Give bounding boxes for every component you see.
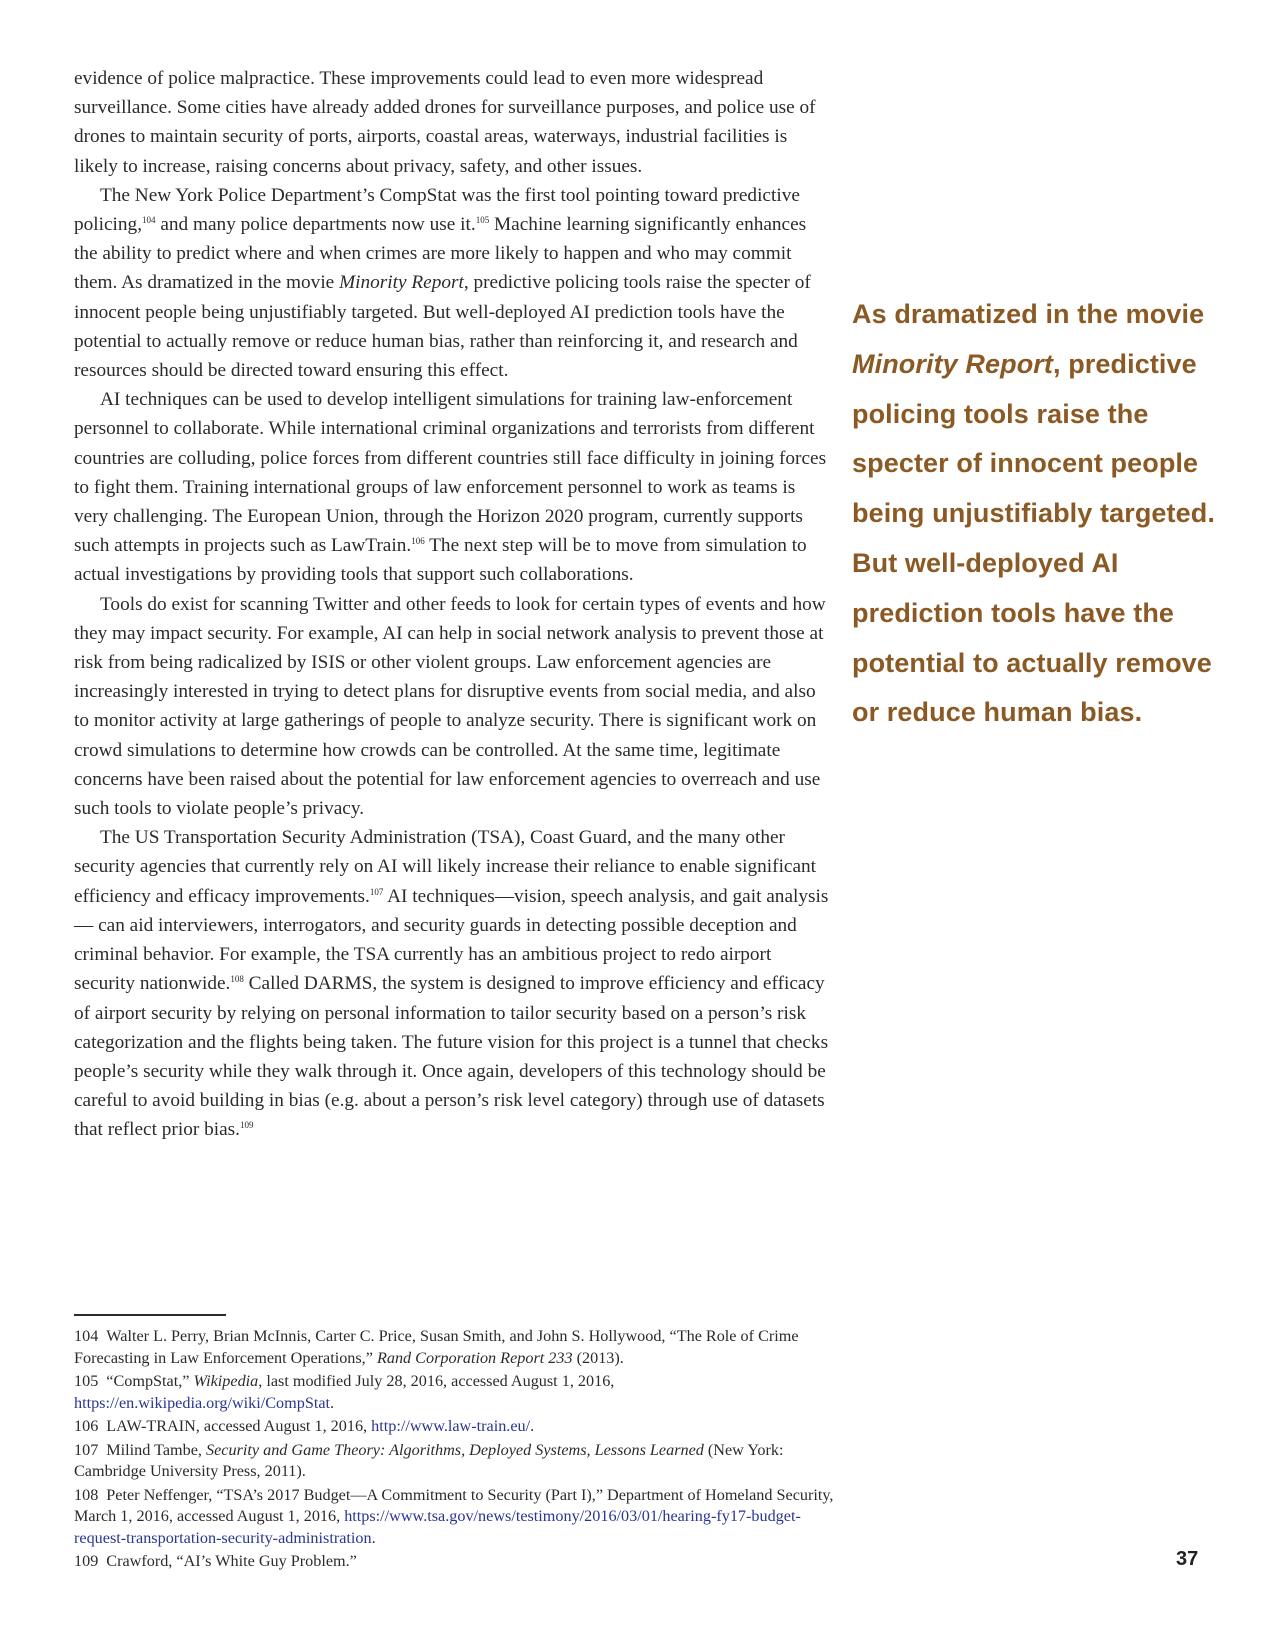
paragraph-2-text-c: Machine learning significantly enhances the ability to predict where and when crimes are more likely to happen and who may commit them. As dramatized in the movie: [74, 214, 807, 294]
paragraph-5-text-c: Called DARMS, the system is designed to improve efficiency and efficacy of airport security by relying on personal information to tailor security based on a person’s risk categorization and the flights being taken. The future vision for this project is a tunnel that checks people’s security while they walk through it. Once again, developers of this technology should be careful to avoid building in bias (e.g. about a person’s risk level category) through use of datasets that reflect prior bias.: [74, 973, 829, 1141]
pull-quote-movie-title: Minority Report: [852, 348, 1053, 379]
paragraph-5-text-b: AI techniques—vision, speech analysis, and gait analysis— can aid interviewers, interrogators, and security guards in detecting possible deception and criminal behavior. For example, the TSA currently has an ambitious project to redo airport security nationwide.: [74, 885, 829, 995]
pull-quote-text-b: , predictive policing tools raise the specter of innocent people being unjustifiably targeted. But well-deployed AI prediction tools have the potential to actually remove or reduce human bias.: [852, 348, 1215, 728]
footnote-ref-107[interactable]: 107: [369, 886, 384, 897]
footnote-ref-105[interactable]: 105: [475, 215, 490, 226]
footnote-104: [74, 1326, 834, 1369]
main-body-text: [74, 64, 829, 1145]
footnote-text: Crawford, “AI’s White Guy Problem.”: [106, 1552, 357, 1570]
footnote-text: Peter Neffenger, “TSA’s 2017 Budget—A Commitment to Security (Part I),” Department of Homeland Security, March 1, 2016, accessed August 1, 2016,: [74, 1485, 834, 1525]
paragraph-5: [74, 823, 829, 1144]
footnote-text: .: [371, 1528, 376, 1547]
paragraph-3-text-a: AI techniques can be used to develop intelligent simulations for training law-enforcement personnel to collaborate. While international criminal organizations and terrorists from different countries are colluding, police forces from different countries still face difficulty in joining forces to fight them. Training international groups of law enforcement personnel to work as teams is very challenging. The European Union, through the Horizon 2020 program, currently supports such attempts in projects such as LawTrain.: [74, 389, 827, 557]
footnote-105: [74, 1371, 834, 1414]
footnote-divider: [74, 1314, 226, 1316]
footnote-number: 108: [74, 1485, 99, 1504]
page-number: 37: [1176, 1548, 1199, 1570]
footnote-ref-109[interactable]: 109: [239, 1120, 254, 1131]
footnote-title: Rand Corporation Report 233: [376, 1348, 573, 1367]
footnote-ref-108[interactable]: 108: [230, 974, 244, 985]
paragraph-2-text-b: and many police departments now use it.: [155, 214, 476, 236]
footnote-number: 109: [74, 1552, 99, 1570]
footnote-108: [74, 1485, 834, 1550]
footnote-text: (New York: Cambridge University Press, 2011).: [74, 1440, 784, 1480]
paragraph-3: [74, 385, 829, 589]
footnote-text: Milind Tambe,: [106, 1440, 207, 1459]
footnote-title: Wikipedia: [193, 1372, 259, 1390]
compstat-link[interactable]: https://en.wikipedia.org/wiki/CompStat: [74, 1393, 330, 1412]
footnote-107: [74, 1440, 834, 1483]
footnote-text: .: [330, 1393, 335, 1412]
pull-quote: [852, 290, 1222, 738]
footnote-number: 106: [74, 1417, 99, 1435]
footnote-title: Security and Game Theory: Algorithms, Deployed Systems, Lessons Learned: [206, 1440, 704, 1459]
footnote-ref-104[interactable]: 104: [142, 215, 156, 226]
paragraph-1: evidence of police malpractice. These improvements could lead to even more widespread surveillance. Some cities have already added drones for surveillance purposes, and police use of drones to maintain security of ports, airports, coastal areas, waterways, industrial facilities is likely to increase, raising concerns about privacy, safety, and other issues.: [74, 68, 816, 177]
footnote-text: Walter L. Perry, Brian McInnis, Carter C. Price, Susan Smith, and John S. Hollywood, “The Role of Crime Forecasting in Law Enforcement Operations,”: [74, 1327, 799, 1367]
paragraph-2: [74, 181, 829, 385]
tsa-testimony-link[interactable]: https://www.tsa.gov/news/testimony/2016/03/01/hearing-fy17-budget-request-transportation-security-administration: [74, 1507, 801, 1547]
paragraph-4: Tools do exist for scanning Twitter and other feeds to look for certain types of events and how they may impact security. For example, AI can help in social network analysis to prevent those at risk from being radicalized by ISIS or other violent groups. Law enforcement agencies are increasingly interested in trying to detect plans for disruptive events from social media, and also to monitor activity at large gatherings of people to analyze security. There is significant work on crowd simulations to determine how crowds can be controlled. At the same time, legitimate concerns have been raised about the potential for law enforcement agencies to overreach and use such tools to violate people’s privacy.: [74, 593, 826, 820]
movie-title: Minority Report: [339, 272, 464, 294]
paragraph-2-text-a: The New York Police Department’s CompStat was the first tool pointing toward predictive policing,: [74, 184, 800, 236]
footnote-text: (2013).: [572, 1348, 624, 1367]
paragraph-2-text-d: , predictive policing tools raise the specter of innocent people being unjustifiably targeted. But well-deployed AI prediction tools have the potential to actually remove or reduce human bias, rather than reinforcing it, and research and resources should be directed toward ensuring this effect.: [74, 272, 811, 382]
footnote-text: .: [530, 1417, 535, 1435]
footnote-text: “CompStat,”: [106, 1372, 194, 1390]
footnote-106: [74, 1416, 834, 1438]
footnote-number: 104: [74, 1327, 99, 1345]
footnote-109: [74, 1551, 834, 1573]
pull-quote-text-a: As dramatized in the movie: [852, 299, 1205, 329]
paragraph-5-text-a: The US Transportation Security Administration (TSA), Coast Guard, and the many other security agencies that currently rely on AI will likely increase their reliance to enable significant efficiency and efficacy improvements.: [74, 827, 817, 907]
footnote-number: 105: [74, 1372, 99, 1390]
law-train-link[interactable]: http://www.law-train.eu/: [371, 1417, 531, 1435]
footnote-text: , last modified July 28, 2016, accessed August 1, 2016,: [258, 1372, 615, 1390]
footnote-text: LAW-TRAIN, accessed August 1, 2016,: [106, 1417, 372, 1435]
footnotes: [74, 1326, 834, 1575]
footnote-ref-106[interactable]: 106: [411, 536, 425, 547]
paragraph-3-text-b: The next step will be to move from simulation to actual investigations by providing tools that support such collaborations.: [74, 535, 807, 586]
footnote-number: 107: [74, 1440, 99, 1459]
